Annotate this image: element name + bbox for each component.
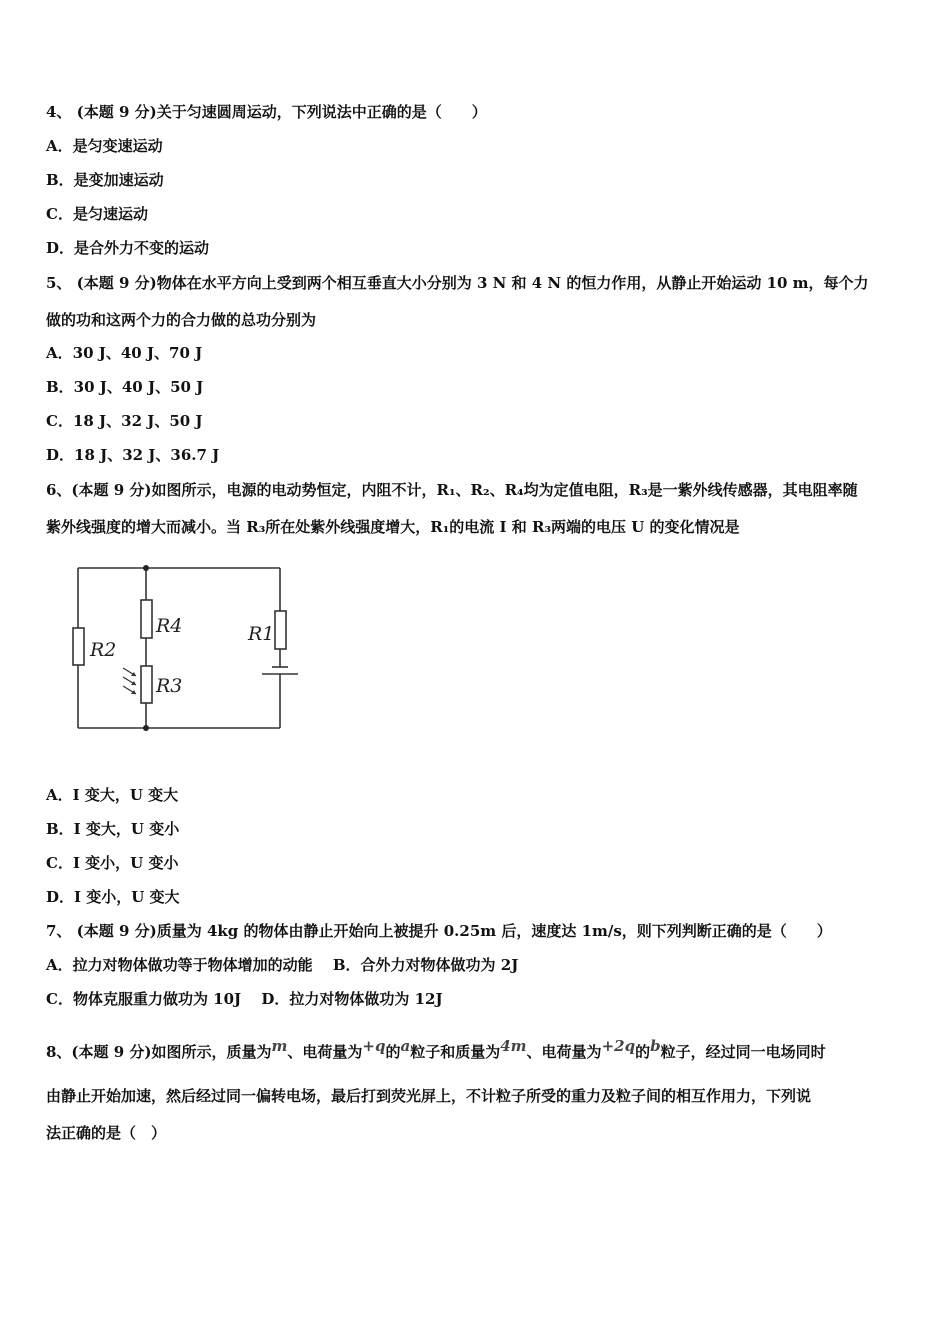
- q6-stem-line2: 紫外线强度的增大而减小。当 R₃所在处紫外线强度增大，R₁的电流 I 和 R₃两端的电压 U 的变化情况是: [46, 518, 740, 536]
- q8-mass-4m: 4m: [500, 1037, 527, 1055]
- junction-bottom: [143, 725, 149, 731]
- q8-mass-m: m: [271, 1037, 288, 1055]
- q8-particle-a: a: [400, 1037, 411, 1055]
- resistor-r2: [73, 628, 84, 665]
- resistor-r3: [141, 666, 152, 703]
- q6-option-a: A．I 变大，U 变大: [46, 786, 179, 804]
- q4-option-b: B．是变加速运动: [46, 171, 164, 189]
- resistor-r1: [275, 611, 286, 649]
- q6-option-b: B．I 变大，U 变小: [46, 820, 180, 838]
- q8-particle-b: b: [650, 1037, 661, 1055]
- q7-options-row1: A．拉力对物体做功等于物体增加的动能 B．合外力对物体做功为 2J: [46, 956, 519, 974]
- q5-stem-line2: 做的功和这两个力的合力做的总功分别为: [46, 311, 317, 329]
- q4-option-c: C．是匀速运动: [46, 205, 148, 223]
- q4-option-a: A．是匀变速运动: [46, 137, 163, 155]
- q8-stem-line1: 8、(本题 9 分)如图所示，质量为m、电荷量为+q的a粒子和质量为4m、电荷量为+2q的b粒子，经过同一电场同时: [46, 1037, 826, 1061]
- uv-light-arrows: [123, 668, 136, 694]
- q7-stem: 7、 (本题 9 分)质量为 4kg 的物体由静止开始向上被提升 0.25m 后，速度达 1m/s，则下列判断正确的是（ ）: [46, 922, 832, 940]
- circuit-diagram: [60, 560, 320, 750]
- q8-stem-line3: 法正确的是（ ）: [46, 1124, 167, 1142]
- q8-charge-2q: +2q: [601, 1037, 636, 1055]
- q6-option-d: D．I 变小，U 变大: [46, 888, 180, 906]
- q5-option-a: A．30 J、40 J、70 J: [46, 344, 203, 362]
- junction-top: [143, 565, 149, 571]
- q8-stem-line2: 由静止开始加速，然后经过同一偏转电场，最后打到荧光屏上，不计粒子所受的重力及粒子间的相互作用力，下列说: [46, 1087, 812, 1105]
- label-r3: R3: [156, 675, 183, 697]
- q5-option-d: D．18 J、32 J、36.7 J: [46, 446, 220, 464]
- q7-options-row2: C．物体克服重力做功为 10J D．拉力对物体做功为 12J: [46, 990, 443, 1008]
- q5-option-b: B．30 J、40 J、50 J: [46, 378, 204, 396]
- q4-option-d: D．是合外力不变的运动: [46, 239, 210, 257]
- resistor-r4: [141, 600, 152, 638]
- q4-stem: 4、 (本题 9 分)关于匀速圆周运动，下列说法中正确的是（ ）: [46, 103, 487, 121]
- q6-option-c: C．I 变小，U 变小: [46, 854, 179, 872]
- q5-option-c: C．18 J、32 J、50 J: [46, 412, 203, 430]
- q8-charge-q: +q: [362, 1037, 386, 1055]
- q5-stem-line1: 5、 (本题 9 分)物体在水平方向上受到两个相互垂直大小分别为 3 N 和 4 N 的恒力作用，从静止开始运动 10 m，每个力: [46, 274, 869, 292]
- q6-stem-line1: 6、(本题 9 分)如图所示，电源的电动势恒定，内阻不计，R₁、R₂、R₄均为定值电阻，R₃是一紫外线传感器，其电阻率随: [46, 481, 858, 499]
- label-r2: R2: [90, 639, 117, 661]
- label-r1: R1: [248, 623, 275, 645]
- label-r4: R4: [156, 615, 183, 637]
